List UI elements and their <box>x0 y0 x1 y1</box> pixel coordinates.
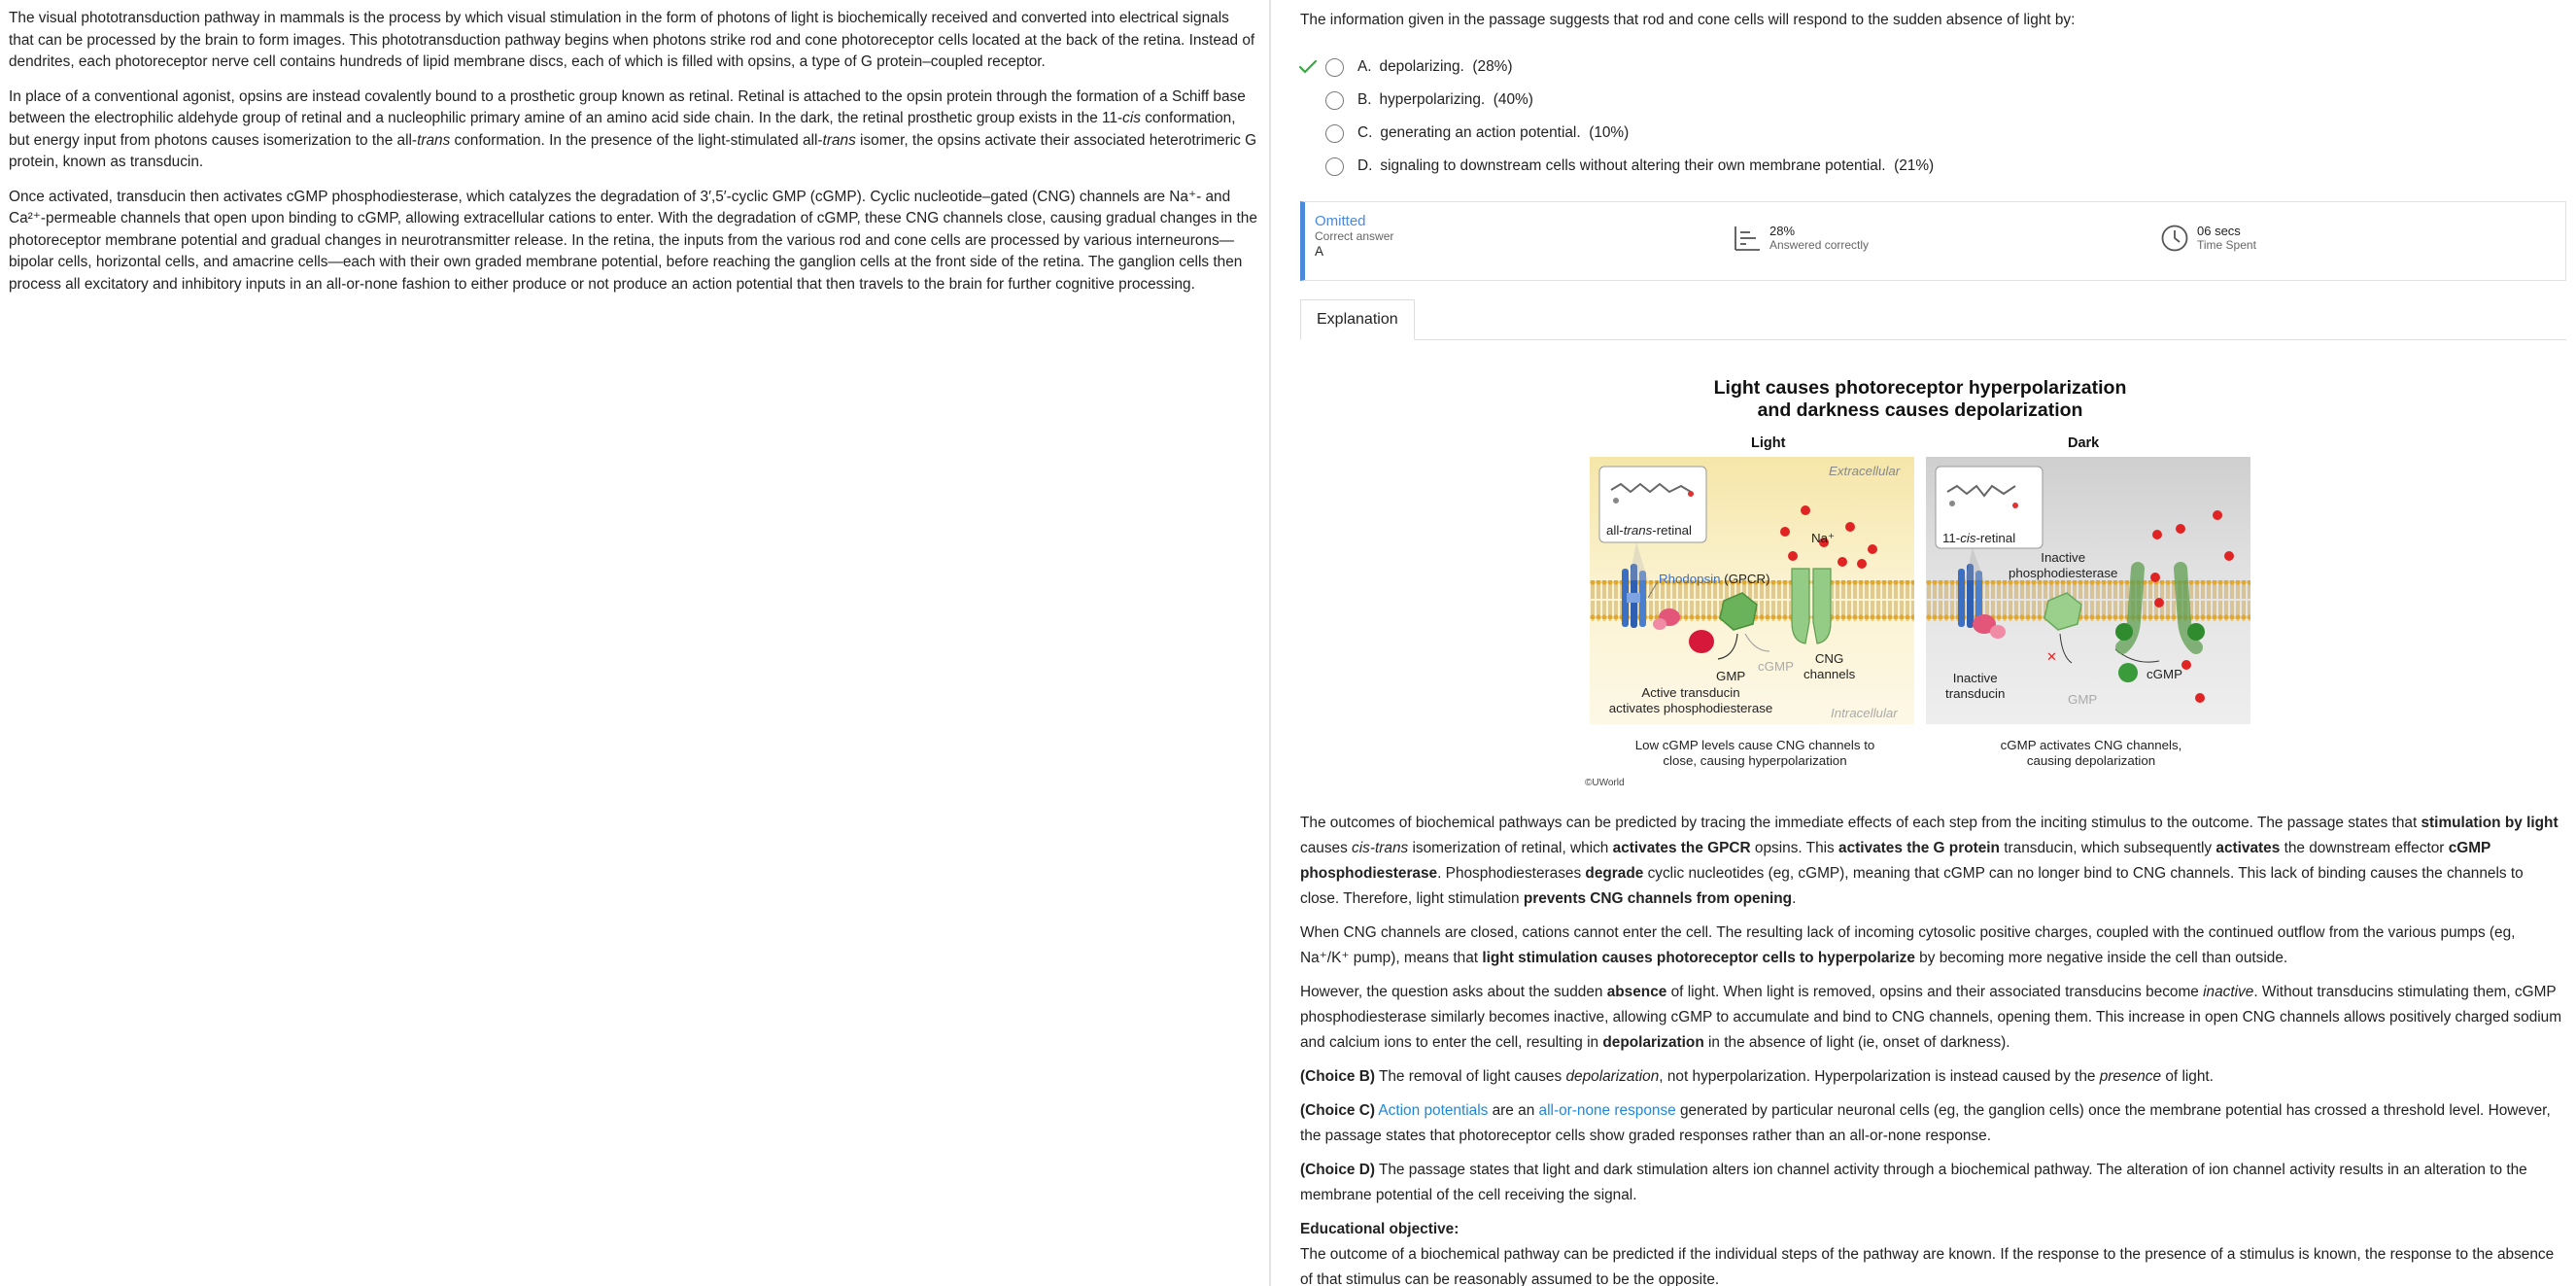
bound-cgmp-left <box>2115 623 2133 641</box>
cgmp-label: cGMP <box>1758 659 1794 674</box>
all-trans-retinal-label: all-trans-retinal <box>1606 523 1692 538</box>
active-transducin-subunit <box>1653 618 1666 630</box>
choice-d-explanation: (Choice D) The passage states that light and dark stimulation alters ion channel activity through a biochemical pathway. The alteration of ion channel activity results in an alteration to the membrane potential of the cell receiving the signal. <box>1300 1162 2527 1203</box>
choice-b-text: hyperpolarizing. <box>1379 91 1486 108</box>
sodium-label: Na⁺ <box>1811 531 1836 545</box>
light-panel <box>1590 457 1914 724</box>
bar-chart-icon <box>1733 224 1762 253</box>
passage-italic: trans <box>417 131 451 149</box>
inactive-transducin-subunit <box>1990 625 2006 639</box>
choice-d[interactable] <box>1300 150 2566 183</box>
omitted-block <box>1315 213 1393 260</box>
passage-text: In place of a conventional agonist, opsins are instead covalently bound to a prosthetic group known as retinal. Retinal is attached to the opsin protein through the formation of a Schiff base between the electrophilic aldehyde group of retinal and a nucleophilic primary amine of an amino acid side chain. In the dark, the retinal prosthetic group exists in the 11- <box>9 87 1246 126</box>
passage-text: conformation. In the presence of the light-stimulated all- <box>450 131 823 149</box>
choice-a-percent: (28%) <box>1472 58 1513 75</box>
passage-paragraph-3 <box>9 187 1257 296</box>
question-pane <box>1271 0 2576 1286</box>
educational-objective-heading: Educational objective: <box>1300 1221 1460 1237</box>
passage-paragraph-2 <box>9 87 1257 174</box>
educational-objective-text: The outcome of a biochemical pathway can be predicted if the individual steps of the pathway are known. If the response to the presence of a stimulus is known, the response to the absence of that stimulus can be reasonably assumed to be the opposite. <box>1300 1246 2555 1286</box>
choice-a-radio[interactable] <box>1325 58 1344 77</box>
cng-channel-right <box>1813 569 1831 643</box>
figure-title-line-1: Light causes photoreceptor hyperpolarization <box>1713 377 2127 399</box>
choice-b-letter: B. <box>1357 91 1372 108</box>
percent-correct-label: Answered correctly <box>1769 238 1870 252</box>
choice-a-text: depolarizing. <box>1379 58 1464 75</box>
dark-panel-label: Dark <box>2068 435 2100 451</box>
answer-stats-panel <box>1300 201 2566 281</box>
active-transducin-alpha <box>1689 630 1714 653</box>
passage-text: conformation, but energy input from photons causes isomerization to the all- <box>9 110 1236 149</box>
cng-channel-left <box>1792 569 1809 643</box>
blocked-x-icon: ✕ <box>2046 649 2057 664</box>
phototransduction-figure <box>1585 377 2309 805</box>
passage-text: isomer, the opsins activate their associated heterotrimeric G protein, known as transducin. <box>9 131 1257 170</box>
free-cgmp <box>2118 663 2138 682</box>
figure-title-line-2: and darkness causes depolarization <box>1757 400 2083 421</box>
cis-retinal-label: 11-cis-retinal <box>1942 531 2016 545</box>
omitted-status: Omitted <box>1315 213 1366 229</box>
choice-c[interactable] <box>1300 117 2566 150</box>
choice-d-percent: (21%) <box>1894 157 1935 174</box>
dark-cgmp-label: cGMP <box>2147 667 2182 681</box>
percent-correct-block <box>1733 224 1869 253</box>
inactive-transducin-label: Inactive transducin <box>1945 671 2006 701</box>
figure-title <box>1590 377 2250 422</box>
rhodopsin-label: Rhodopsin (GPCR) <box>1659 572 1770 586</box>
choice-b[interactable] <box>1300 84 2566 117</box>
all-or-none-link[interactable]: all-or-none response <box>1538 1102 1676 1119</box>
tab-bar <box>1300 299 2566 340</box>
passage-text: The visual phototransduction pathway in mammals is the process by which visual stimulation in the form of photons of light is biochemically received and converted into electrical signals that can be processed by the brain to form images. This phototransduction pathway begins when photons strike rod and cone photoreceptor cells located at the back of the retina. Instead of dendrites, each photoreceptor nerve cell contains hundreds of lipid membrane discs, each of which is filled with opsins, a type of G protein–coupled receptor. <box>9 10 1255 70</box>
bound-cgmp-right <box>2187 623 2205 641</box>
passage-pane <box>0 0 1271 1286</box>
answer-choices <box>1300 51 2566 183</box>
choice-b-percent: (40%) <box>1493 91 1533 108</box>
choice-b-explanation: (Choice B) The removal of light causes depolarization, not hyperpolarization. Hyperpolarization is instead caused by the presence of light. <box>1300 1068 2214 1085</box>
passage-text: Once activated, transducin then activates cGMP phosphodiesterase, which catalyzes the degradation of 3′,5′-cyclic GMP (cGMP). Cyclic nucleotide–gated (CNG) channels are Na⁺- and Ca²⁺-permeable channels that open upon binding to cGMP, allowing extracellular cations to enter. With the degradation of cGMP, these CNG channels close, causing gradual changes in the photoreceptor membrane potential and gradual changes in neurotransmitter release. In the retina, the inputs from the various rod and cone cells are processed by various interneurons—bipolar cells, horizontal cells, and amacrine cells—each with their own graded membrane potential, before reaching the ganglion cells at the front side of the retina. The ganglion cells then process all excitatory and inhibitory inputs in an all-or-none fashion to either produce or not produce an action potential that then travels to the brain for further cognitive processing. <box>9 188 1257 293</box>
passage-paragraph-1 <box>9 8 1257 74</box>
choice-d-radio[interactable] <box>1325 157 1344 176</box>
action-potentials-link[interactable]: Action potentials <box>1378 1102 1489 1119</box>
choice-c-explanation: (Choice C) Action potentials are an all-or-none response generated by particular neuronal cells (eg, the ganglion cells) once the membrane potential has crossed a threshold level. However, the passage states that photoreceptor cells show graded responses rather than an all-or-none response. <box>1300 1102 2551 1144</box>
explanation-paragraph-1: The outcomes of biochemical pathways can be predicted by tracing the immediate effects of each step from the inciting stimulus to the outcome. The passage states that stimulation by light causes cis-trans isomerization of retinal, which activates the GPCR opsins. This activates the G protein transducin, which subsequently activates the downstream effector cGMP phosphodiesterase. Phosphodiesterases degrade cyclic nucleotides (eg, cGMP), meaning that cGMP can no longer bind to CNG channels. This lack of binding causes the channels to close. Therefore, light stimulation prevents CNG channels from opening. <box>1300 815 2559 907</box>
question-stem: The information given in the passage suggests that rod and cone cells will respond to the sudden absence of light by: <box>1300 12 2076 28</box>
dark-gmp-label: GMP <box>2068 692 2098 707</box>
dark-membrane <box>1926 580 2250 621</box>
choice-b-radio[interactable] <box>1325 91 1344 110</box>
time-spent-block <box>2160 224 2256 253</box>
choice-c-radio[interactable] <box>1325 124 1344 143</box>
choice-c-percent: (10%) <box>1589 124 1630 141</box>
passage-italic: cis <box>1122 110 1141 126</box>
choice-a[interactable] <box>1300 51 2566 84</box>
correct-answer-value: A <box>1315 244 1324 259</box>
cng-channels-label: CNG channels <box>1803 651 1856 681</box>
correct-answer-label: Correct answer <box>1315 229 1394 243</box>
time-spent-value: 06 secs <box>2197 224 2241 238</box>
explanation-paragraph-2: When CNG channels are closed, cations cannot enter the cell. The resulting lack of incoming cytosolic positive charges, coupled with the continued outflow from the various pumps (eg, Na⁺/K⁺ pump), means that light stimulation causes photoreceptor cells to hyperpolarize by becoming more negative inside the cell than outside. <box>1300 924 2516 966</box>
inactive-pde-label: Inactive phosphodiesterase <box>2009 550 2118 580</box>
dark-caption: cGMP activates CNG channels, causing depolarization <box>2000 738 2182 768</box>
tab-explanation[interactable]: Explanation <box>1300 299 1415 340</box>
active-transducin-label: Active transducin activates phosphodiesterase <box>1608 685 1773 715</box>
intracellular-label: Intracellular <box>1831 706 1898 720</box>
time-spent-label: Time Spent <box>2197 238 2256 252</box>
choice-d-text: signaling to downstream cells without altering their own membrane potential. <box>1380 157 1886 174</box>
gmp-label: GMP <box>1716 669 1746 683</box>
choice-a-letter: A. <box>1357 58 1372 75</box>
extracellular-label: Extracellular <box>1829 464 1901 478</box>
correct-check-icon <box>1298 57 1318 77</box>
explanation-body <box>1300 811 2566 1286</box>
choice-d-letter: D. <box>1357 157 1373 174</box>
choice-c-text: generating an action potential. <box>1380 124 1581 141</box>
passage-italic: trans <box>822 131 856 149</box>
light-panel-label: Light <box>1751 435 1786 451</box>
percent-correct-value: 28% <box>1769 224 1796 238</box>
copyright-label: ©UWorld <box>1585 778 1625 788</box>
light-caption: Low cGMP levels cause CNG channels to close, causing hyperpolarization <box>1634 738 1875 768</box>
choice-c-letter: C. <box>1357 124 1373 141</box>
explanation-paragraph-3: However, the question asks about the sudden absence of light. When light is removed, opsins and their associated transducins become inactive. Without transducins stimulating them, cGMP phosphodiesterase similarly becomes inactive, allowing cGMP to accumulate and bind to CNG channels, opening them. This increase in open CNG channels allows positively charged sodium and calcium ions to enter the cell, resulting in depolarization in the absence of light (ie, onset of darkness). <box>1300 984 2562 1051</box>
clock-icon <box>2160 224 2189 253</box>
